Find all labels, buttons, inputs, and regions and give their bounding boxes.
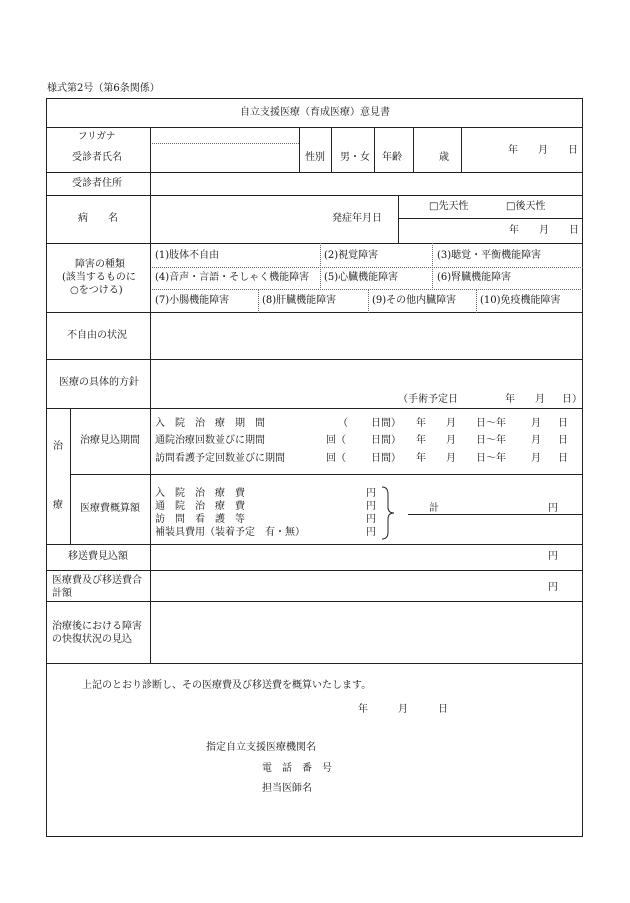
transport-label: 移送費見込額 [68,551,128,562]
age-label: 年齢 [382,152,402,163]
disability-type-6[interactable]: (6)腎臓機能障害 [437,272,512,283]
onset-label: 発症年月日 [332,213,382,224]
disability-type-8[interactable]: (8)肝臓機能障害 [262,295,337,306]
surgery-day: 日） [562,394,582,405]
form-number: 様式第2号（第6条関係） [47,83,160,94]
combined-unit: 円 [548,582,558,593]
disability-label-2: (該当するものに [62,272,136,283]
disease-label-b: 名 [108,213,118,224]
birth-year: 年 [508,145,518,156]
disability-label-3: ○をつける) [70,285,123,296]
disability-label-1: 障害の種類 [75,259,125,270]
sex-label: 性別 [305,152,325,163]
period-label: 治療見込期間 [80,435,140,446]
address-label: 受診者住所 [72,178,122,189]
birth-month: 月 [538,145,548,156]
doctor-label: 担当医師名 [262,783,312,794]
disease-label-a: 病 [78,213,88,224]
brace-icon [380,486,396,540]
disability-type-7[interactable]: (7)小腸機能障害 [155,295,230,306]
combined-label-2: 計額 [52,588,72,599]
total-unit: 円 [548,503,558,514]
surgery-month: 月 [535,394,545,405]
phone-label: 電 話 番 号 [262,763,332,774]
total-label: 計 [429,503,439,514]
onset-month: 月 [539,225,549,236]
cost-label: 医療費概算額 [80,503,140,514]
prognosis-label-2: の快復状況の見込 [52,634,132,645]
onset-day: 日 [569,225,579,236]
policy-label: 医療の具体的方針 [59,377,139,388]
treatment-label-b: 療 [53,500,63,511]
disability-type-10[interactable]: (10)免疫機能障害 [480,295,561,306]
transport-unit: 円 [548,551,558,562]
footer-month: 月 [398,704,408,715]
condition-label: 不自由の状況 [67,330,127,341]
congenital-checkbox[interactable]: □先天性 [429,201,469,212]
prognosis-label-1: 治療後における障害 [52,621,142,632]
combined-label-1: 医療費及び移送費合 [52,575,142,586]
footer-statement: 上記のとおり診断し、その医療費及び移送費を概算いたします。 [82,680,372,691]
surgery-date-label: （手術予定日 [398,394,458,405]
footer-day: 日 [438,704,448,715]
onset-year: 年 [509,225,519,236]
surgery-year: 年 [505,394,515,405]
footer-year: 年 [358,704,368,715]
age-unit: 歳 [439,152,449,163]
disability-type-1[interactable]: (1)肢体不自由 [155,250,220,261]
acquired-checkbox[interactable]: □後天性 [506,201,546,212]
treatment-label-a: 治 [53,441,63,452]
form-frame [46,98,583,837]
disability-type-5[interactable]: (5)心臓機能障害 [324,272,399,283]
sex-options[interactable]: 男・女 [340,152,370,163]
disability-type-4[interactable]: (4)音声・言語・そしゃく機能障害 [155,272,310,283]
furigana-label: フリガナ [78,131,116,142]
disability-type-9[interactable]: (9)その他内臓障害 [372,295,457,306]
disability-type-2[interactable]: (2)視覚障害 [324,250,379,261]
form-title: 自立支援医療（育成医療）意見書 [240,107,390,118]
patient-name-label: 受診者氏名 [72,152,122,163]
birth-day: 日 [568,145,578,156]
disability-type-3[interactable]: (3)聴覚・平衡機能障害 [437,250,542,261]
institution-label: 指定自立支援医療機関名 [206,742,316,753]
